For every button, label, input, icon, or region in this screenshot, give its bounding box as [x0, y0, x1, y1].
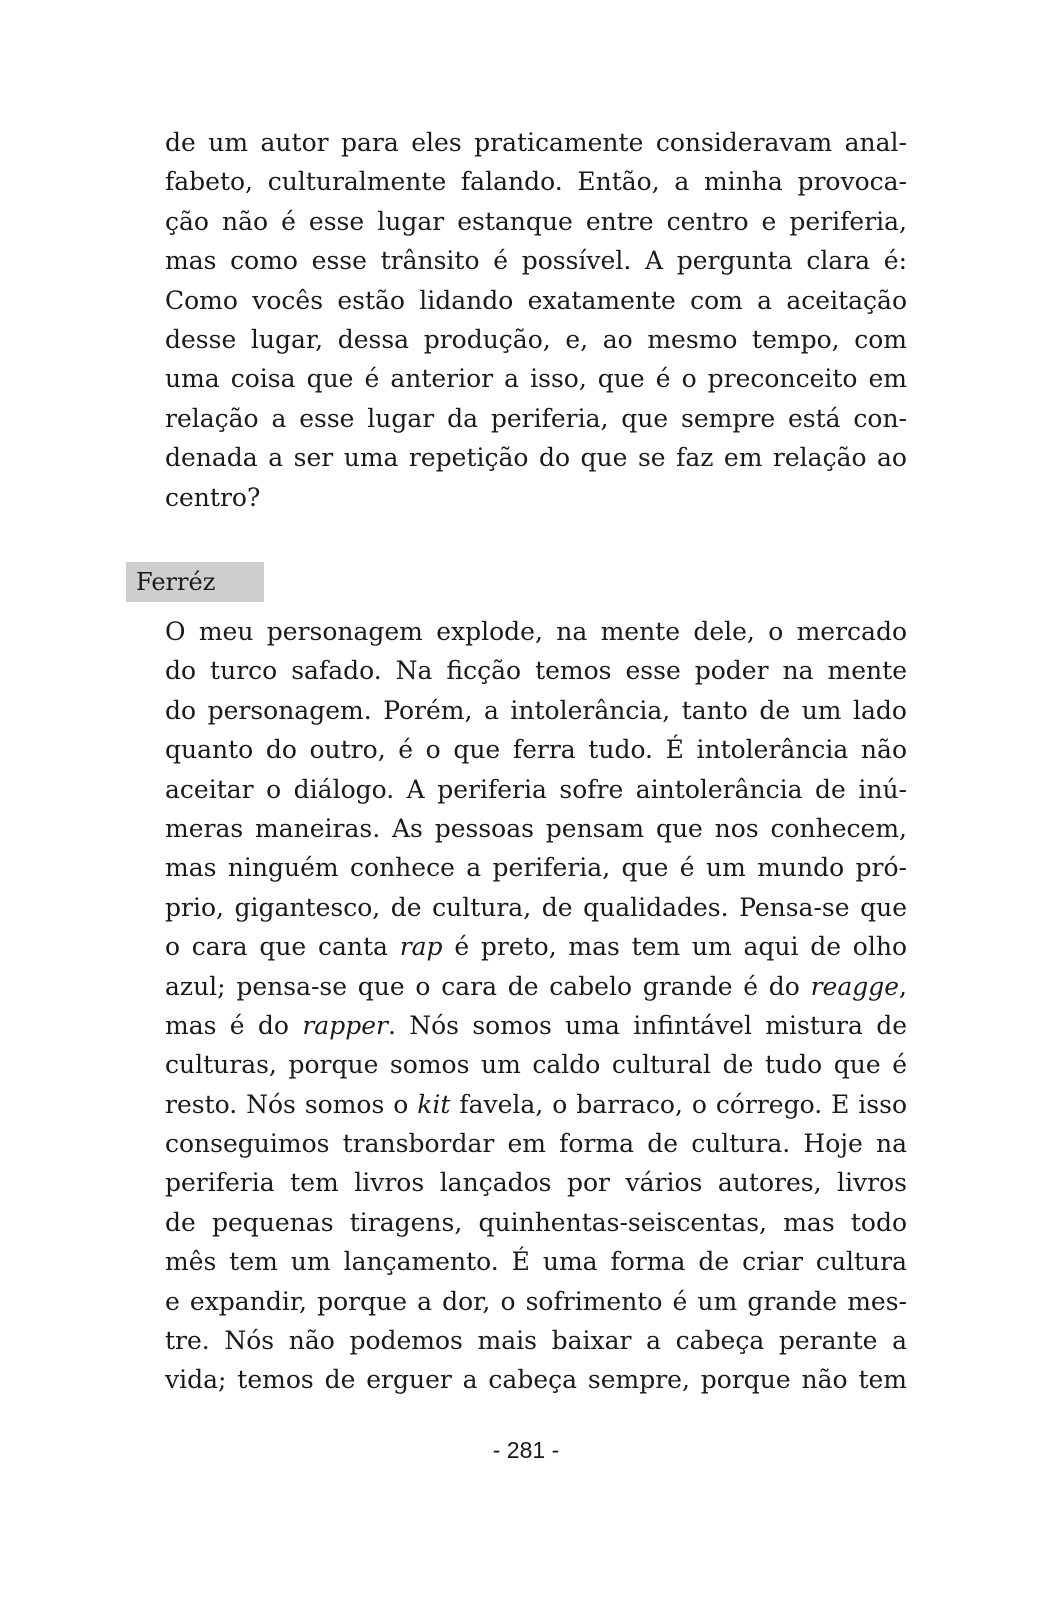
- text-line: mês tem um lançamento. É uma forma de criar cultura: [165, 1247, 907, 1277]
- text-line: de pequenas tiragens, quinhentas-seiscentas, mas todo: [165, 1207, 907, 1237]
- text-line: uma coisa que é anterior a isso, que é o preconceito em: [165, 364, 907, 394]
- italic-term: reagge: [810, 971, 900, 1001]
- text-line: denada a ser uma repetição do que se faz em relação ao: [165, 443, 907, 473]
- text-line: desse lugar, dessa produção, e, ao mesmo tempo, com: [165, 324, 907, 354]
- text-line: resto. Nós somos o kit favela, o barraco, o córrego. E isso: [165, 1089, 907, 1119]
- text-line: vida; temos de erguer a cabeça sempre, porque não tem: [165, 1365, 907, 1395]
- speaker-label: [126, 562, 264, 602]
- text-line: mas ninguém conhece a periferia, que é um mundo pró-: [165, 853, 907, 883]
- text-line: mas é do rapper. Nós somos uma infintável mistura de: [165, 1010, 907, 1040]
- text-line: de um autor para eles praticamente consideravam anal-: [165, 128, 907, 157]
- text-line: periferia tem livros lançados por vários autores, livros: [165, 1168, 907, 1198]
- text-line: azul; pensa-se que o cara de cabelo grande é do reagge,: [165, 971, 907, 1001]
- text-line: tre. Nós não podemos mais baixar a cabeça perante a: [165, 1326, 907, 1356]
- text-line: ção não é esse lugar estanque entre centro e periferia,: [165, 206, 907, 236]
- text-line: meras maneiras. As pessoas pensam que nos conhecem,: [165, 813, 907, 843]
- speaker-name: Ferréz: [136, 568, 216, 596]
- italic-term: kit: [417, 1089, 451, 1119]
- italic-term: rapper: [302, 1010, 388, 1040]
- text-line: do personagem. Porém, a intolerância, tanto de um lado: [165, 695, 907, 725]
- text-line: aceitar o diálogo. A periferia sofre aintolerância de inú-: [165, 774, 907, 804]
- text-line: O meu personagem explode, na mente dele, o mercado: [165, 617, 907, 646]
- text-line: e expandir, porque a dor, o sofrimento é um grande mes-: [165, 1286, 907, 1316]
- text-line: o cara que canta rap é preto, mas tem um aqui de olho: [165, 932, 907, 962]
- page-number: - 281 -: [492, 1437, 560, 1463]
- text-line: conseguimos transbordar em forma de cultura. Hoje na: [165, 1129, 907, 1159]
- text-line: quanto do outro, é o que ferra tudo. É intolerância não: [165, 735, 907, 765]
- text-line: mas como esse trânsito é possível. A pergunta clara é:: [165, 246, 907, 276]
- text-line: prio, gigantesco, de cultura, de qualidades. Pensa-se que: [165, 892, 907, 922]
- italic-term: rap: [399, 932, 443, 962]
- text-line: relação a esse lugar da periferia, que sempre está con-: [165, 403, 907, 433]
- text-line: centro?: [165, 482, 261, 512]
- paragraph-answer: [165, 612, 907, 1400]
- text-line: Como vocês estão lidando exatamente com a aceitação: [165, 285, 907, 315]
- text-line: fabeto, culturalmente falando. Então, a minha provoca-: [165, 167, 907, 197]
- text-line: culturas, porque somos um caldo cultural de tudo que é: [165, 1050, 907, 1080]
- text-line: do turco safado. Na ficção temos esse poder na mente: [165, 656, 907, 686]
- paragraph-question: [165, 123, 907, 517]
